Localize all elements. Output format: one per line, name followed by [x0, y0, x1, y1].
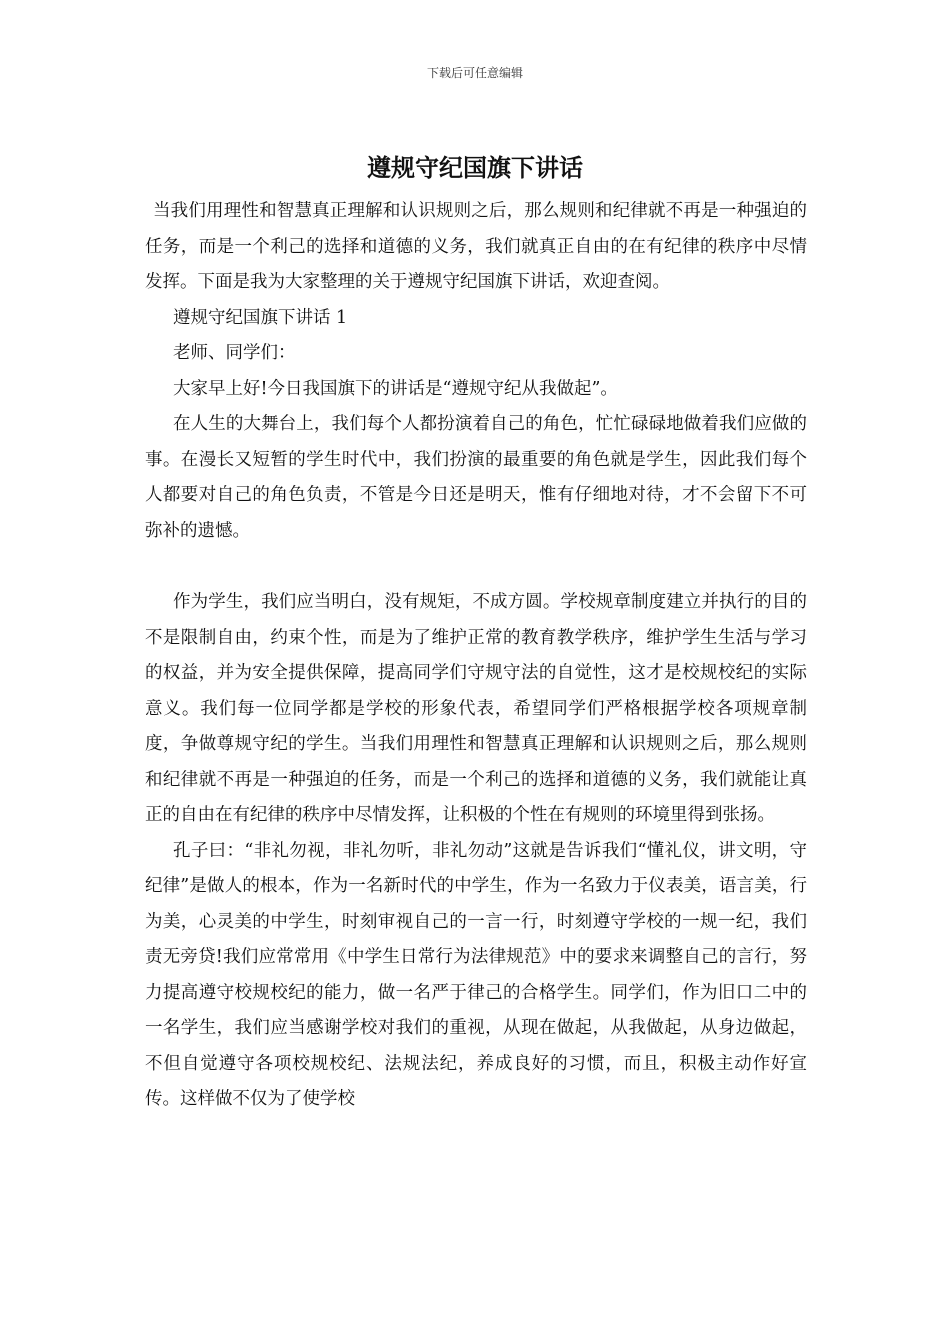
body-paragraph-2: 作为学生，我们应当明白，没有规矩，不成方圆。学校规章制度建立并执行的目的不是限制自由，约束个性，而是为了维护正常的教育教学秩序，维护学生生活与学习的权益，并为安全提供保障，提高同学们守规守法的自觉性，这才是校规校纪的实际意义。我们每一位同学都是学校的形象代表，希望同学们严格根据学校各项规章制度，争做尊规守纪的学生。当我们用理性和智慧真正理解和认识规则之后，那么规则和纪律就不再是一种强迫的任务，而是一个利己的选择和道德的义务，我们就能让真正的自由在有纪律的秩序中尽情发挥，让积极的个性在有规则的环境里得到张扬。 — [145, 592, 807, 825]
intro-paragraph: 当我们用理性和智慧真正理解和认识规则之后，那么规则和纪律就不再是一种强迫的任务，而是一个利己的选择和道德的义务，我们就真正自由的在有纪律的秩序中尽情发挥。下面是我为大家整理的关于遵规守纪国旗下讲话，欢迎查阅。 — [145, 201, 807, 292]
page-header-note: 下载后可任意编辑 — [426, 66, 523, 80]
body-paragraph-3: 孔子曰：“非礼勿视，非礼勿听，非礼勿动”这就是告诉我们“懂礼仪，讲文明，守纪律”是做人的根本，作为一名新时代的中学生，作为一名致力于仪表美，语言美，行为美，心灵美的中学生，时刻审视自己的一言一行，时刻遵守学校的一规一纪，我们责无旁贷!我们应常常用《中学生日常行为法律规范》中的要求来调整自己的言行，努力提高遵守校规校纪的能力，做一名严于律己的合格学生。同学们，作为旧口二中的一名学生，我们应当感谢学校对我们的重视，从现在做起，从我做起，从身边做起，不但自觉遵守各项校规校纪、法规法纪，养成良好的习惯，而且，积极主动作好宣传。这样做不仅为了使学校 — [145, 840, 807, 1109]
document-body — [145, 194, 807, 1118]
paragraph-spacer — [145, 549, 807, 585]
document-title: 遵规守纪国旗下讲话 — [367, 153, 583, 182]
greeting-paragraph: 大家早上好!今日我国旗下的讲话是“遵规守纪从我做起”。 — [173, 378, 618, 399]
salutation: 老师、同学们： — [173, 343, 296, 363]
body-paragraph-1: 在人生的大舞台上，我们每个人都扮演着自己的角色，忙忙碌碌地做着我们应做的事。在漫长又短暂的学生时代中，我们扮演的最重要的角色就是学生，因此我们每个人都要对自己的角色负责，不管是今日还是明天，惟有仔细地对待，才不会留下不可弥补的遗憾。 — [145, 414, 807, 541]
section-heading: 遵规守纪国旗下讲话 1 — [173, 307, 348, 328]
